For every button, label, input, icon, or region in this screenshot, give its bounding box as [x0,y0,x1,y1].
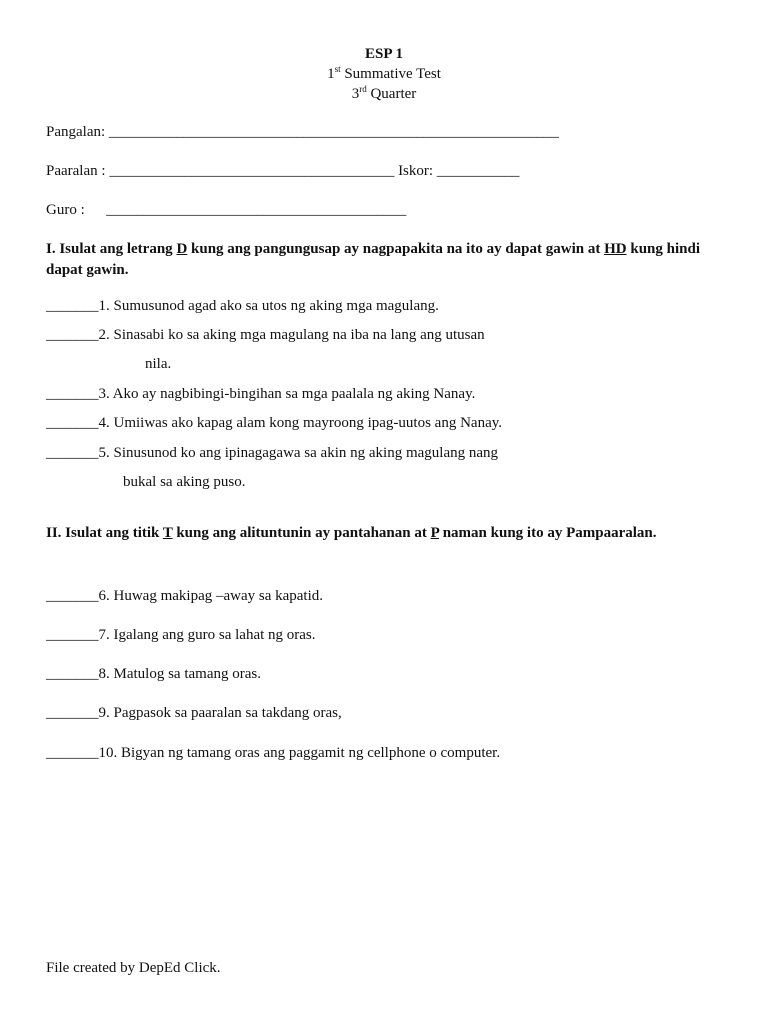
subject-title: ESP 1 [365,46,403,62]
question-item-4[interactable]: _______4. Umiiwas ako kapag alam kong mayroong ipag-uutos ang Nanay. [46,415,503,431]
question-item-5[interactable]: _______5. Sinusunod ko ang ipinagagawa sa akin ng aking magulang nang [46,445,499,461]
name-label: Pangalan: [46,124,106,140]
part2-instructions: II. Isulat ang titik T kung ang alituntunin ay pantahanan at P naman kung ito ay Pampaaralan. [46,525,657,541]
question-item-8[interactable]: _______8. Matulog sa tamang oras. [46,666,261,682]
answer-key-p: P [430,525,439,541]
name-blank[interactable]: ____________________________________________________________ [108,124,559,140]
question-item-2[interactable]: _______2. Sinasabi ko sa aking mga magulang na iba na lang ang utusan [46,327,485,343]
answer-key-t: T [162,525,173,541]
part1-instructions: I. Isulat ang letrang D kung ang pangungusap ay nagpapakita na ito ay dapat gawin at HD kung hindi dapat gawin. [46,241,700,278]
answer-key-hd: HD [604,241,627,257]
school-label: Paaralan : [46,163,106,179]
school-field[interactable] [46,163,519,180]
school-blank[interactable]: ______________________________________ [109,163,395,179]
score-blank[interactable]: ___________ [436,163,520,179]
worksheet-header [0,44,768,104]
quarter-title: 3rd Quarter [351,84,417,102]
question-item-6[interactable]: _______6. Huwag makipag –away sa kapatid. [46,588,324,604]
question-item-10[interactable]: _______10. Bigyan ng tamang oras ang paggamit ng cellphone o computer. [46,745,501,761]
score-label: Iskor: [398,163,434,179]
footer-credit: File created by DepEd Click. [46,960,221,976]
answer-key-d: D [176,241,188,257]
name-field[interactable] [46,124,559,141]
question-item-7[interactable]: _______7. Igalang ang guro sa lahat ng oras. [46,627,316,643]
question-item-3[interactable]: _______3. Ako ay nagbibingi-bingihan sa mga paalala ng aking Nanay. [46,386,476,402]
teacher-field[interactable] [46,202,406,219]
question-item-5-continuation: bukal sa aking puso. [123,474,246,490]
test-title: 1st Summative Test [327,64,441,82]
question-item-9[interactable]: _______9. Pagpasok sa paaralan sa takdang oras, [46,705,342,721]
teacher-label: Guro : [46,202,85,218]
question-item-1[interactable]: _______1. Sumusunod agad ako sa utos ng aking mga magulang. [46,298,439,314]
teacher-blank[interactable]: ________________________________________ [106,202,407,218]
question-item-2-continuation: nila. [145,356,172,372]
